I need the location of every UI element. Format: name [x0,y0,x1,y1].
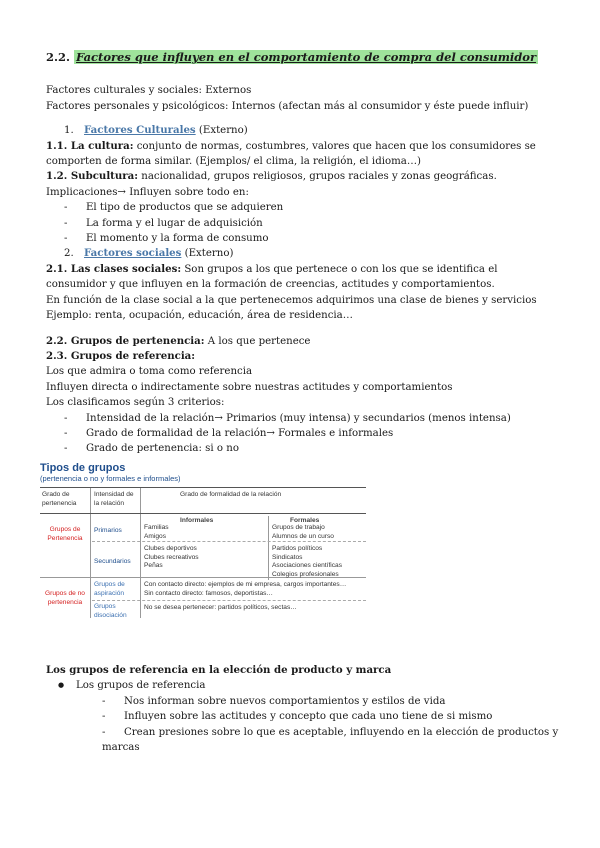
primarios-label: Primarios [94,527,122,534]
section-2-heading: 2. Factores sociales (Externo) [64,247,234,260]
list-item: - Grado de pertenencia: si o no [64,441,558,456]
cultura-paragraph: 1.1. La cultura: conjunto de normas, costumbres, valores que hacen que los consumidores se comporten de forma similar. (Ejemplos/ el clima, la religión, el idioma…) [46,139,536,168]
list-item: - El tipo de productos que se adquieren [64,200,558,215]
intro-line: Factores culturales y sociales: Externos [46,85,252,97]
ref-line: Los que admira o toma como referencia [46,366,253,378]
secundarios-label: Secundarios [94,558,131,565]
primarios-formales: Grupos de trabajo Alumnos de un curso [272,524,334,540]
referencia-line: 2.3. Grupos de referencia: [46,349,196,362]
disociacion-text: No se desea pertenecer: partidos políticos, sectas… [144,604,297,611]
implicaciones-line: Implicaciones→ Influyen sobre todo en: [46,186,249,198]
funcion-line: En función de la clase social a la que pertenecemos adquirimos una clase de bienes y servicios [46,294,537,306]
header-informales: Informales [180,517,214,524]
implicaciones-list [46,200,558,246]
list-item: - Nos informan sobre nuevos comportamientos y estilos de vida [102,694,566,709]
header-formales: Formales [290,517,320,524]
table-title: Tipos de grupos [40,462,126,474]
list-item: - Grado de formalidad de la relación→ Formales e informales [64,426,558,441]
ref-line: Los clasificamos según 3 criterios: [46,397,225,409]
secundarios-informales: Clubes deportivos Clubes recreativos Peñas [144,545,199,569]
primarios-informales: Familias Amigos [144,524,169,540]
ref-line: Influyen directa o indirectamente sobre nuestras actitudes y comportamientos [46,381,453,393]
header-formalidad: Grado de formalidad de la relación [180,491,282,498]
aspiracion-label: Grupos de aspiración [94,581,125,597]
bullet-list [46,678,566,693]
highlighted-title: Factores que influyen en el comportamiento de compra del consumidor [76,50,537,64]
disociacion-label: Grupos disociación [94,603,127,619]
subcultura-paragraph: 1.2. Subcultura: nacionalidad, grupos religiosos, grupos raciales y zonas geográficas. [46,170,497,183]
referencia-list [46,694,566,756]
criterios-list [46,411,558,457]
list-item: ● Los grupos de referencia [58,678,566,693]
grupos-no-pertenencia-label: Grupos de no pertenencia [45,590,85,606]
pertenencia-line: 2.2. Grupos de pertenencia: A los que pertenece [46,334,311,347]
ejemplo-line: Ejemplo: renta, ocupación, educación, área de residencia… [46,310,353,322]
list-item: - El momento y la forma de consumo [64,231,558,246]
grupos-pertenencia-label: Grupos de Pertenencia [47,526,83,542]
list-item: - La forma y el lugar de adquisición [64,216,558,231]
secundarios-formales: Partidos políticos Sindicatos Asociaciones científicas Colegios profesionales [272,545,343,578]
clases-paragraph: 2.1. Las clases sociales: Son grupos a los que pertenece o con los que se identifica el consumidor y que influyen en la formación de creencias, actitudes y comportamientos. [46,262,498,291]
bottom-section [46,663,566,755]
list-item: - Crean presiones sobre lo que es aceptable, influyendo en la elección de productos y marcas [102,725,566,756]
factores-sociales-link[interactable]: Factores sociales [84,247,182,260]
aspiracion-text: Con contacto directo: ejemplos de mi empresa, cargos importantes… Sin contacto directo: famosos, deportistas… [144,581,347,597]
header-grado: Grado de pertenencia [42,491,77,507]
list-item: - Influyen sobre las actitudes y concepto que cada uno tiene de si mismo [102,709,566,724]
list-item: - Intensidad de la relación→ Primarios (muy intensa) y secundarios (menos intensa) [64,411,558,426]
tipos-de-grupos-table [40,462,370,630]
header-intensidad: Intensidad de la relación [94,491,134,507]
table-subtitle: (pertenencia o no y formales e informales) [40,474,181,483]
section-heading: 2.2. Factores que influyen en el comportamiento de compra del consumidor [46,50,537,64]
section-1-heading: 1. Factores Culturales (Externo) [64,124,248,137]
document-body [46,50,558,457]
bottom-heading: Los grupos de referencia en la elección de producto y marca [46,664,392,676]
intro-line: Factores personales y psicológicos: Internos (afectan más al consumidor y éste puede influir) [46,100,529,112]
factores-culturales-link[interactable]: Factores Culturales [84,124,196,137]
